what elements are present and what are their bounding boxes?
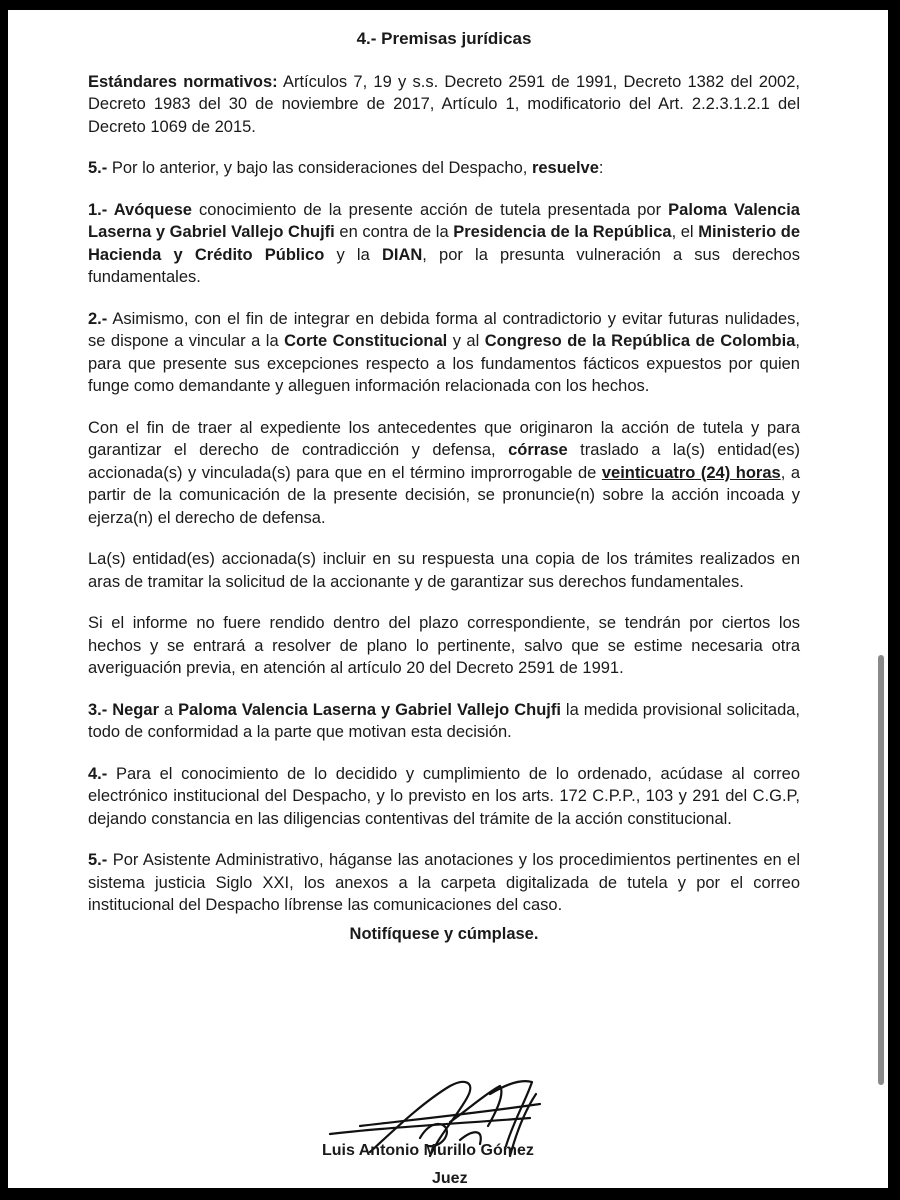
paragraph-transfer xyxy=(88,417,800,530)
paragraph-resolve xyxy=(88,157,800,180)
document-body xyxy=(88,28,800,945)
claimants: Paloma Valencia Laserna y Gabriel Vallejo Chujfi xyxy=(88,200,800,241)
order-text: , para que presente sus excepciones respecto a los fundamentos fácticos expuestos por quien funge como demandante y alleguen información relacionada con los hechos. xyxy=(88,332,800,395)
screen-border-top xyxy=(0,0,900,10)
paragraph-normative-standards xyxy=(88,71,800,139)
resolve-text: Por lo anterior, y bajo las consideraciones del Despacho, xyxy=(107,159,532,177)
claimants: Paloma Valencia Laserna y Gabriel Vallejo Chujfi xyxy=(178,700,561,719)
section-heading: 4.- Premisas jurídicas xyxy=(356,29,532,48)
screen-border-left xyxy=(0,0,8,1200)
entity-corte: Corte Constitucional xyxy=(284,332,448,350)
order-text: conocimiento de la presente acción de tutela presentada por xyxy=(191,200,669,219)
entity-dian: DIAN xyxy=(381,245,423,264)
order-number: 3.- Negar xyxy=(88,700,159,719)
resolve-end: : xyxy=(598,159,604,177)
entity-presidencia: Presidencia de la República xyxy=(453,223,672,241)
normative-text: Artículos 7, 19 y s.s. Decreto 2591 de 1991, Decreto 1382 del 2002, Decreto 1983 del 30 de noviembre de 2017, Artículo 1, modificatorio del Art. 2.2.3.1.2.1 del Decreto 1069 de 2015. xyxy=(88,72,800,136)
order-number: 4.- xyxy=(88,764,108,783)
order-number: 5.- xyxy=(88,851,108,869)
transfer-text: , a partir de la comunicación de la presente decisión, se pronuncie(n) sobre la acción incoada y ejerza(n) el derecho de defensa. xyxy=(88,463,800,527)
paragraph-order-5 xyxy=(88,849,800,917)
entity-congreso: Congreso de la República de Colombia xyxy=(484,332,796,350)
deadline: veinticuatro (24) horas xyxy=(601,463,781,482)
entity-ministerio: Ministerio de Hacienda y Crédito Público xyxy=(88,223,801,264)
order-number: 2.- xyxy=(88,309,108,328)
order-number: 1.- Avóquese xyxy=(88,200,192,219)
normative-label: Estándares normativos: xyxy=(88,72,278,91)
order-text: Para el conocimiento de lo decidido y cumplimiento de lo ordenado, acúdase al correo electrónico institucional del Despacho, y lo previsto en los arts. 172 C.P.P., 103 y 291 del C.G.P, dejando constancia en las diligencias contentivas del trámite de la acción constitucional. xyxy=(88,764,800,828)
order-text: y al xyxy=(447,332,485,350)
signer-name: Luis Antonio Murillo Gómez xyxy=(322,1142,534,1159)
order-text: a xyxy=(159,700,179,719)
order-text: , el xyxy=(671,223,699,241)
transfer-text: traslado a la(s) entidad(es) accionada(s) y vinculada(s) para que en el término improrrogable de xyxy=(88,441,800,482)
paragraph-order-4 xyxy=(88,763,800,831)
paragraph-number: 5.- xyxy=(88,159,108,177)
order-text: , por la presunta vulneración a sus derechos fundamentales. xyxy=(88,245,800,286)
resolve-keyword: resuelve xyxy=(531,159,599,177)
paragraph-order-2 xyxy=(88,308,800,398)
paragraph-order-1 xyxy=(88,199,800,289)
signature-block xyxy=(300,1042,600,1192)
order-text: Asimismo, con el fin de integrar en debida forma al contradictorio y evitar futuras nulidades, se dispone a vincular a la xyxy=(88,309,800,350)
order-text: en contra de la xyxy=(334,223,454,241)
closing-formula: Notifíquese y cúmplase. xyxy=(349,924,539,943)
signer-role: Juez xyxy=(432,1170,468,1187)
order-text: y la xyxy=(324,245,382,264)
order-text: la medida provisional solicitada, todo de conformidad a la parte que motivan esta decisión. xyxy=(88,700,801,741)
document-page xyxy=(88,28,892,945)
paragraph-order-3 xyxy=(88,699,800,744)
paragraph-response: La(s) entidad(es) accionada(s) incluir en su respuesta una copia de los trámites realizados en aras de tramitar la solicitud de la accionante y de garantizar sus derechos fundamentales. xyxy=(88,550,800,591)
transfer-text: Con el fin de traer al expediente los antecedentes que originaron la acción de tutela y para garantizar el derecho de contradicción y defensa, xyxy=(88,418,800,459)
order-text: Por Asistente Administrativo, háganse las anotaciones y los procedimientos pertinentes en el sistema justicia Siglo XXI, los anexos a la carpeta digitalizada de tutela y por el correo institucional del Despacho líbrense las comunicaciones del caso. xyxy=(88,851,800,914)
paragraph-report: Si el informe no fuere rendido dentro del plazo correspondiente, se tendrán por ciertos los hechos y se entrará a resolver de plano lo pertinente, salvo que se estime necesaria otra averiguación previa, en atención al artículo 20 del Decreto 2591 de 1991. xyxy=(88,614,800,677)
transfer-keyword: córrase xyxy=(508,441,568,459)
